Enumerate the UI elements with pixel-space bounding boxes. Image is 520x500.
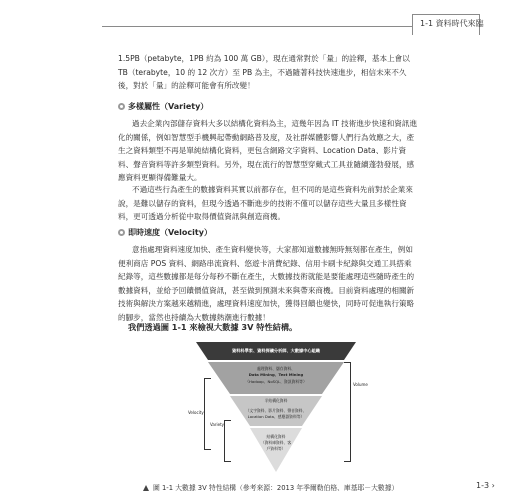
header-rule [102, 26, 412, 27]
funnel-mid-label-1: 處理資料、儲存資料、 [257, 366, 295, 371]
funnel-tip-label-1: 結構化資料 [266, 434, 286, 439]
figure-caption [143, 482, 398, 492]
velocity-label: Velocity [188, 410, 204, 415]
paragraph-volume: 1.5PB（petabyte，1PB 約為 100 萬 GB），現在通常對於「量」的詮釋，基本上會以 TB（terabyte，10 的 12 次方）至 PB 為主，不過隨著科技快速進步，相信未來不久後，對於「量」的詮釋可能會有所改變！ [118, 54, 410, 91]
funnel-mid-label-2: Data Mining、Text Mining [248, 372, 304, 377]
heading-variety [118, 101, 208, 112]
paragraph-velocity: 意指處理資料速度加快、產生資料變快等，大家都知道數據無時無刻都在產生，例如便利商店 POS 資料、網路串流資料、悠遊卡消費紀錄、信用卡刷卡紀錄與交通工具搭乘紀錄等，這些數據都是每分每秒不斷在產生，大數據技術就能是要能處理這些隨時產生的數據資料，並給予回饋價值資訊，甚至做到預測未來與帶來商機。目前資料處理的相關新技術與解決方案越來越精進，處理資料速度加快，獲得回饋也變快，同時可促進執行策略的腳步，當然也持續為大數據熱潮進行數據！ [118, 245, 415, 322]
funnel-tip-label-2: （資料庫資料、客 [260, 440, 292, 445]
header-title: 1-1 資料時代來臨 [420, 19, 484, 28]
heading-velocity-text: 即時速度（Velocity） [128, 228, 212, 237]
volume-bracket [344, 362, 351, 462]
page-number-text: 1-3 [476, 481, 490, 490]
page-number [476, 481, 495, 490]
caption-triangle-icon [143, 485, 149, 491]
velocity-bracket [204, 378, 211, 450]
funnel-diagram [152, 338, 400, 476]
paragraph-variety-1: 過去企業內部儲存資料大多以結構化資料為主，這幾年因為 IT 技術進步快速和資訊進化的關係，例如智慧型手機興起帶動網路普及度，及社群媒體影響人們行為效應之大，產生之資料類型不再是單純結構化資料，更包含網路文字資料、Location Data、影片資料、聲音資料等許多類型資料。另外，現在流行的智慧型穿戴式工具並隨續蓬勃發展，感應資料更顯得備難量大。 [118, 119, 418, 183]
funnel-top-label: 資料科學家、資料探礦分析師、大數據中心組織 [232, 348, 320, 353]
page-header [0, 0, 520, 34]
bullet-icon [118, 103, 125, 110]
volume-label: Volume [353, 382, 368, 387]
funnel-band-label: 半結構化資料 [264, 398, 288, 403]
bullet-icon [118, 229, 125, 236]
heading-variety-text: 多樣屬性（Variety） [128, 102, 209, 111]
paragraph-variety-2: 不過這些行為產生的數據資料其實以前都存在，但不同的是這些資料先前對於企業來說，是難以儲存的資料，但現今透過不斷進步的技術不僅可以儲存這些大量且多樣性資料，更可透過分析從中取得價值資訊與創造商機。 [118, 185, 413, 222]
page-arrow-icon: › [491, 481, 495, 490]
figure-caption-text: 圖 1-1 大數據 3V 特性結構（參考來源：2013 年季爾勒伯格、庫基耶－大數據） [153, 484, 399, 492]
funnel-inner-label-1: （文字資料、影片資料、聲音資料、 [245, 408, 307, 413]
funnel-mid-label-3: （Hadoop、NoSQL、資訊資料等） [245, 379, 307, 384]
figure-3v-structure [152, 338, 400, 476]
figure-intro: 我們透過圖 1-1 來檢視大數據 3V 特性結構。 [128, 322, 298, 332]
variety-bracket [224, 420, 231, 462]
heading-velocity [118, 227, 212, 238]
variety-label: Variety [210, 422, 225, 427]
funnel-inner-label-2: Location Data、感應器資料等） [247, 414, 305, 419]
funnel-tip-label-3: 戶資料等） [266, 446, 286, 451]
